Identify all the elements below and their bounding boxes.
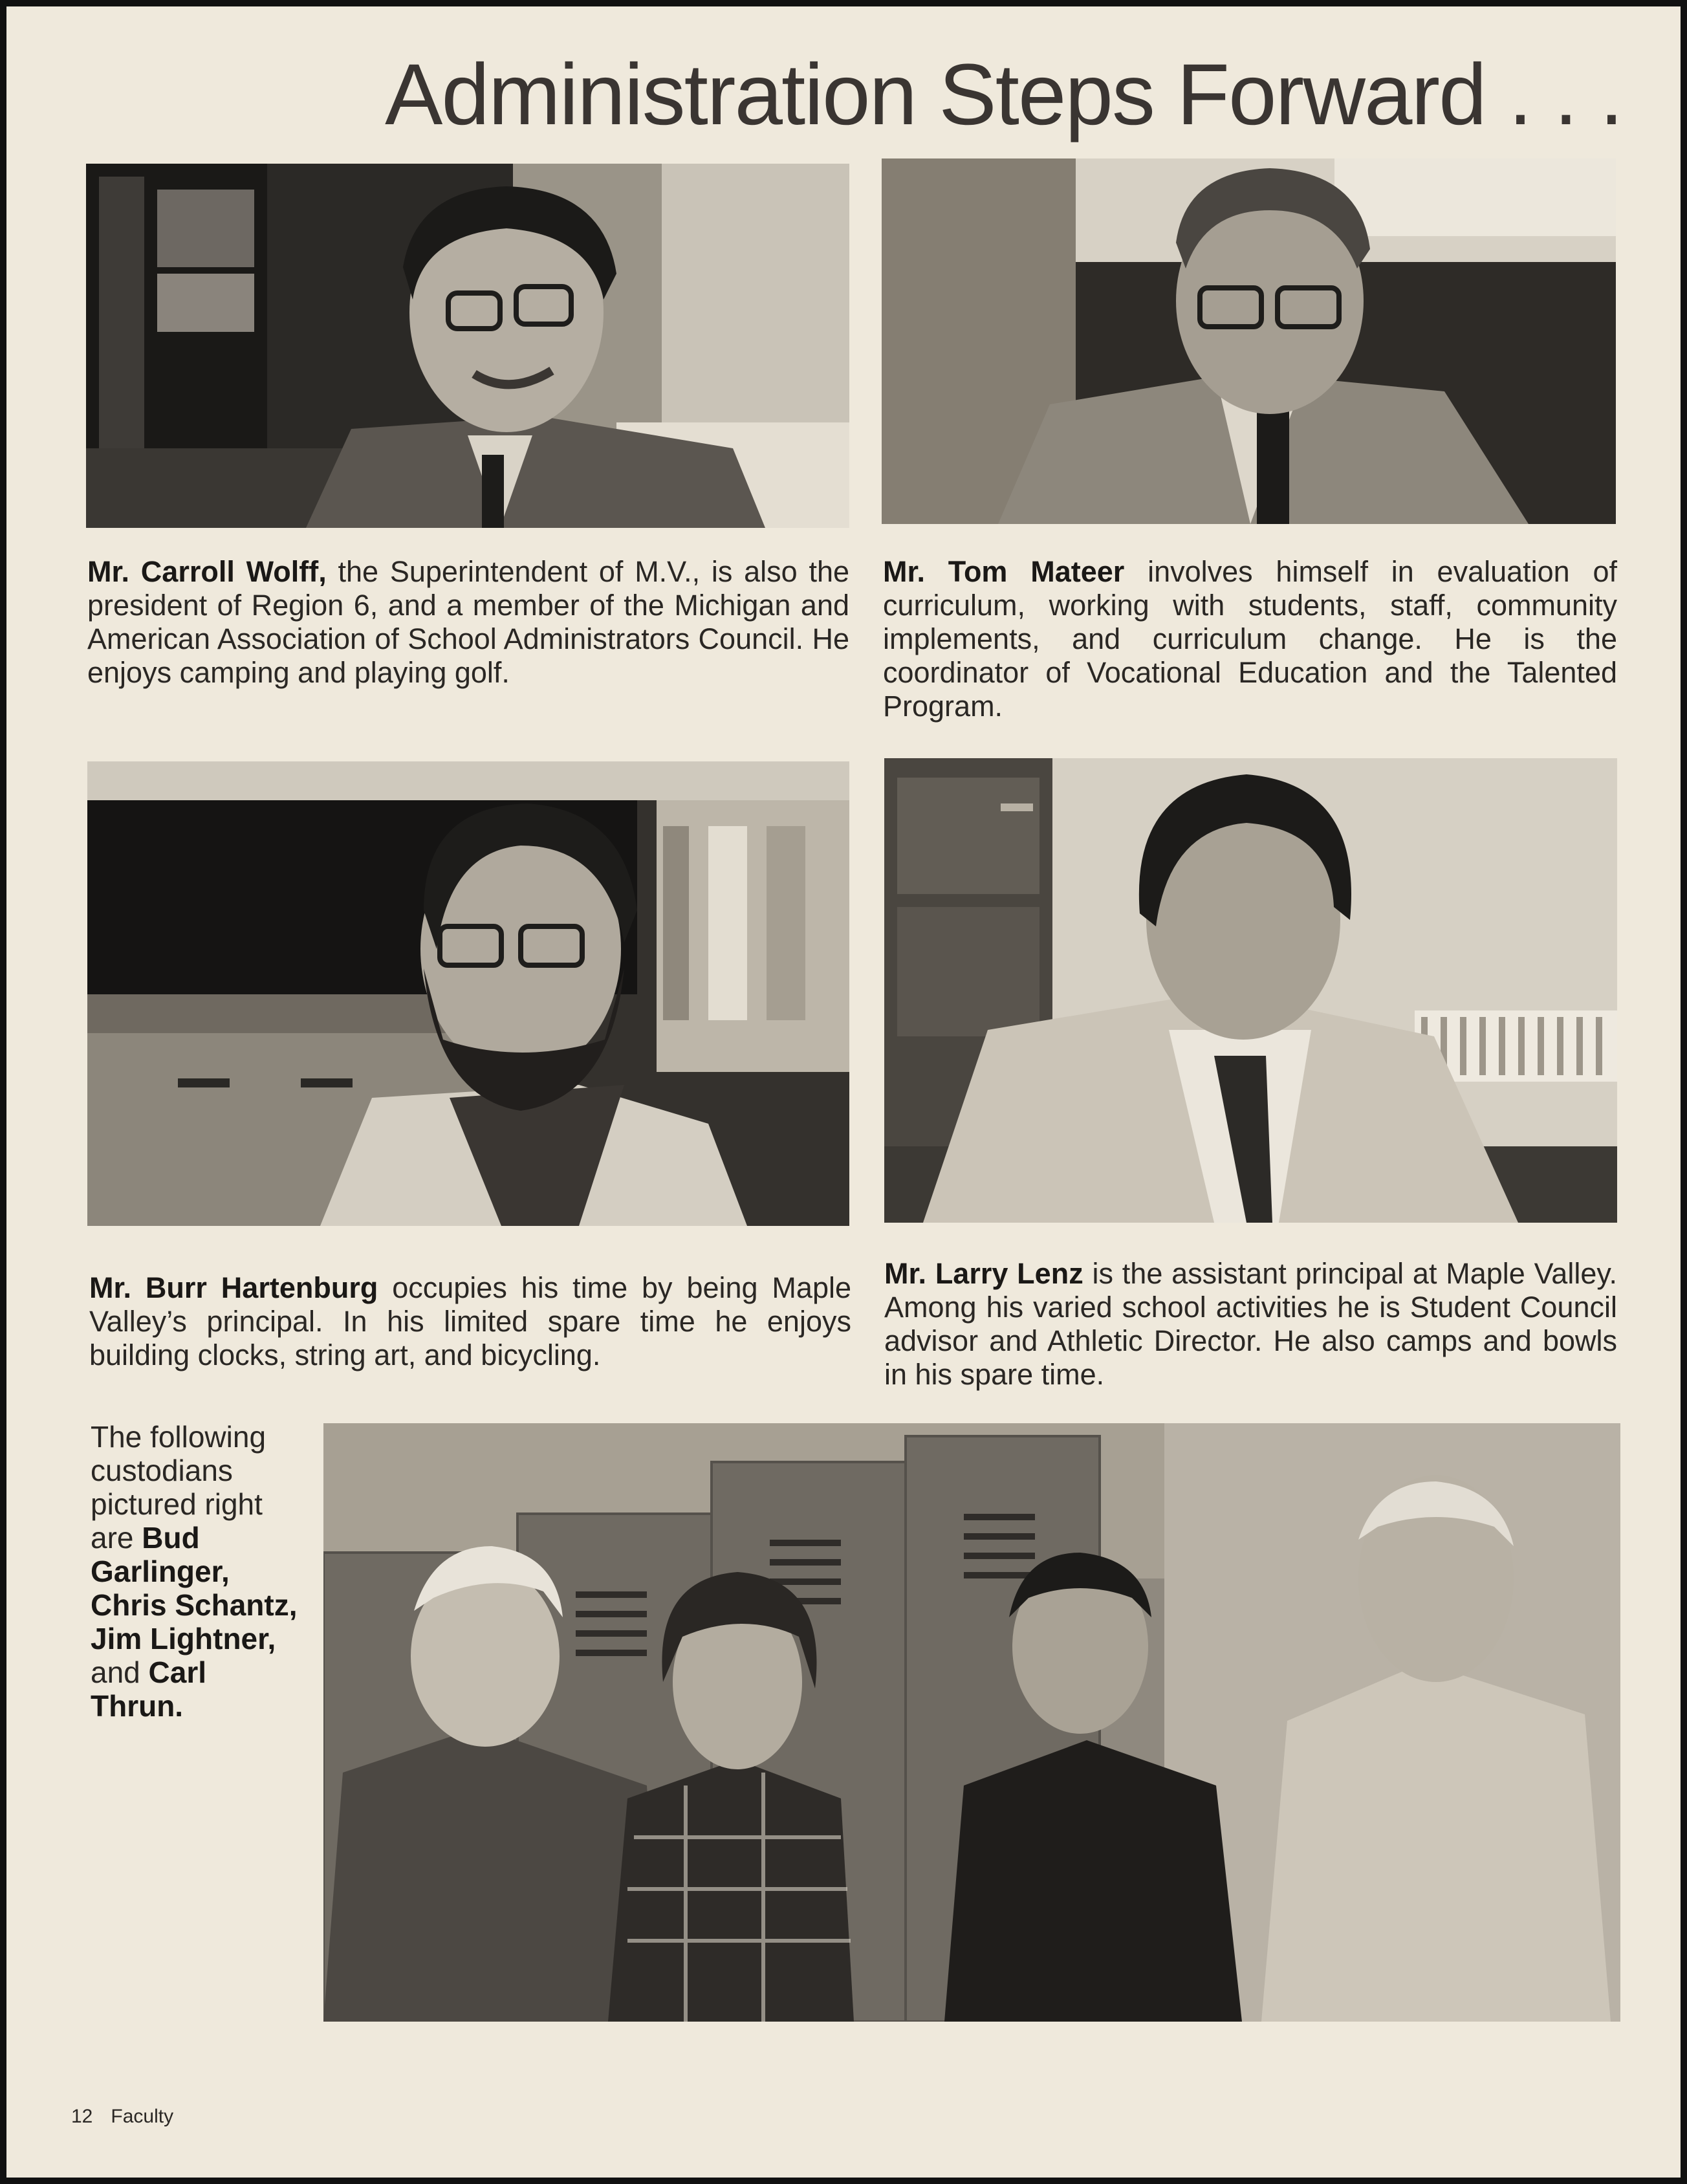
page-title: Administration Steps Forward . . . bbox=[385, 47, 1622, 143]
page-footer bbox=[71, 2106, 173, 2128]
caption-text: the Superintendent of M.V., is also the president of Region 6, and a member of the Michigan and American Association of School Administrators Council. He enjoys camping and playing golf. bbox=[87, 555, 850, 689]
photo-tom-mateer bbox=[882, 158, 1616, 524]
custodian-name: Chris Schantz, bbox=[91, 1588, 298, 1622]
caption-burr-hartenburg bbox=[89, 1271, 851, 1372]
custodians-joiner: and bbox=[91, 1655, 149, 1689]
custodian-name: Carl Thrun. bbox=[91, 1655, 207, 1723]
custodians-caption bbox=[91, 1420, 304, 1723]
photo-larry-lenz bbox=[884, 758, 1617, 1223]
photo-burr-hartenburg bbox=[87, 761, 849, 1226]
caption-tom-mateer bbox=[883, 555, 1617, 723]
photo-custodians bbox=[323, 1423, 1620, 2022]
caption-name: Mr. Larry Lenz bbox=[884, 1257, 1083, 1290]
custodians-intro: The following custodians pictured right are bbox=[91, 1420, 267, 1555]
custodian-name: Bud Garlinger, bbox=[91, 1521, 230, 1588]
page-number: 12 bbox=[71, 2106, 93, 2127]
section-name: Faculty bbox=[111, 2106, 174, 2127]
caption-text: occupies his time by being Maple Valley’s principal. In his limited spare time he enjoys building clocks, string art, and bicycling. bbox=[89, 1271, 851, 1371]
caption-text: involves himself in evaluation of curriculum, working with students, staff, community implements, and curriculum change. He is the coordinator of Vocational Education and the Talented Program. bbox=[883, 555, 1618, 723]
photo-carroll-wolff bbox=[86, 164, 849, 528]
caption-larry-lenz bbox=[884, 1257, 1617, 1392]
caption-text: is the assistant principal at Maple Valley. Among his varied school activities he is Student Council advisor and Athletic Director. He also camps and bowls in his spare time. bbox=[884, 1257, 1618, 1391]
caption-name: Mr. Burr Hartenburg bbox=[89, 1271, 378, 1304]
caption-name: Mr. Carroll Wolff, bbox=[87, 555, 327, 588]
caption-name: Mr. Tom Mateer bbox=[883, 555, 1125, 588]
caption-carroll-wolff bbox=[87, 555, 849, 690]
custodian-name: Jim Lightner, bbox=[91, 1622, 276, 1655]
